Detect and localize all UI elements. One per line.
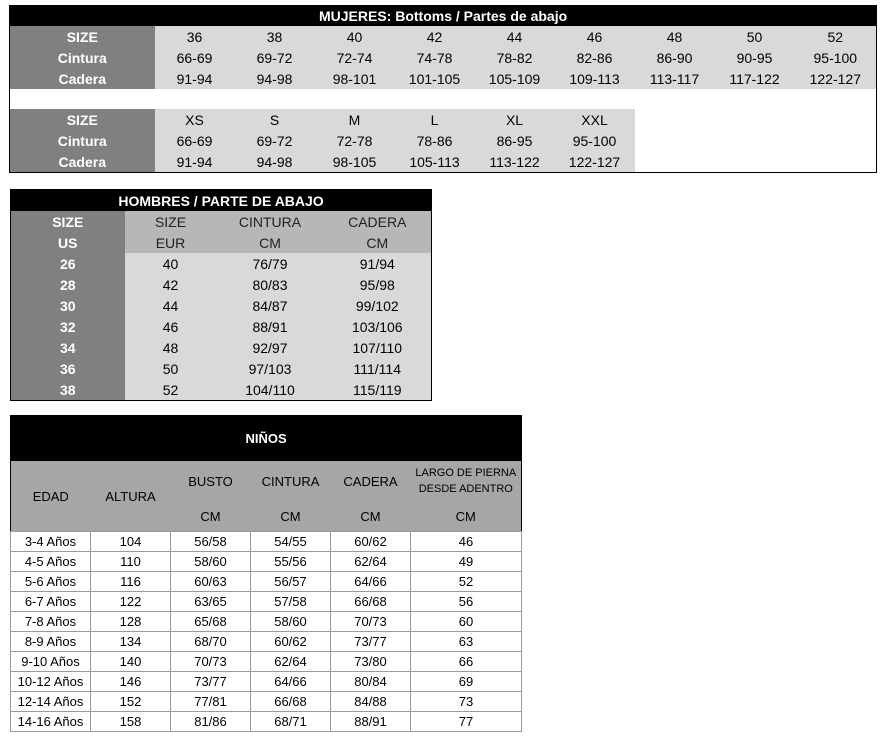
- cadera-cell: 91/94: [324, 253, 432, 274]
- cadera-cell: 115/119: [324, 379, 432, 401]
- value-cell: 98-101: [315, 68, 395, 89]
- cintura-cell: 76/79: [217, 253, 324, 274]
- eur-size-cell: 48: [125, 337, 217, 358]
- table-row: [11, 652, 522, 672]
- value-cell: 94-98: [235, 151, 315, 173]
- women-table-title: MUJERES: Bottoms / Partes de abajo: [10, 6, 877, 27]
- cintura-cell: 54/55: [251, 532, 331, 552]
- size-cell: M: [315, 109, 395, 130]
- value-cell: 82-86: [555, 47, 635, 68]
- women-numeric-size-row: [10, 26, 877, 47]
- us-size-cell: 32: [11, 316, 125, 337]
- cadera-cell: 88/91: [331, 712, 411, 732]
- largo-pierna-cell: 56: [411, 592, 522, 612]
- table-row: [11, 592, 522, 612]
- busto-cell: 65/68: [171, 612, 251, 632]
- busto-cell: 60/63: [171, 572, 251, 592]
- value-cell: 90-95: [715, 47, 795, 68]
- altura-cell: 128: [91, 612, 171, 632]
- cintura-cell: 64/66: [251, 672, 331, 692]
- value-cell: 69-72: [235, 47, 315, 68]
- table-row: [11, 712, 522, 732]
- spacer-row: [10, 89, 877, 109]
- eur-size-cell: 50: [125, 358, 217, 379]
- value-cell: 74-78: [395, 47, 475, 68]
- row-label: Cadera: [10, 68, 155, 89]
- busto-cell: 56/58: [171, 532, 251, 552]
- size-cell: 46: [555, 26, 635, 47]
- altura-cell: 140: [91, 652, 171, 672]
- row-label: Cadera: [10, 151, 155, 173]
- busto-header: BUSTO: [171, 461, 251, 501]
- largo-pierna-header: LARGO DE PIERNA DESDE ADENTRO: [411, 461, 522, 501]
- size-cell: XL: [475, 109, 555, 130]
- men-bottoms-size-table: [10, 189, 432, 401]
- header-cell: CM: [217, 232, 324, 253]
- value-cell: 95-100: [795, 47, 877, 68]
- value-cell: 91-94: [155, 68, 235, 89]
- cadera-cell: 99/102: [324, 295, 432, 316]
- altura-cell: 104: [91, 532, 171, 552]
- eur-size-cell: 44: [125, 295, 217, 316]
- altura-cell: 146: [91, 672, 171, 692]
- busto-cell: 81/86: [171, 712, 251, 732]
- largo-pierna-cell: 77: [411, 712, 522, 732]
- edad-cell: 5-6 Años: [11, 572, 91, 592]
- edad-cell: 3-4 Años: [11, 532, 91, 552]
- cintura-header: CINTURA: [251, 461, 331, 501]
- cadera-cell: 84/88: [331, 692, 411, 712]
- value-cell: 69-72: [235, 130, 315, 151]
- size-cell: 36: [155, 26, 235, 47]
- value-cell: 72-78: [315, 130, 395, 151]
- eur-size-cell: 52: [125, 379, 217, 401]
- cadera-cell: 64/66: [331, 572, 411, 592]
- table-row: [11, 253, 432, 274]
- edad-cell: 6-7 Años: [11, 592, 91, 612]
- cintura-cell: 58/60: [251, 612, 331, 632]
- cintura-cell: 97/103: [217, 358, 324, 379]
- header-cell: SIZE: [11, 211, 125, 232]
- size-cell: XS: [155, 109, 235, 130]
- header-cell: CADERA: [324, 211, 432, 232]
- size-cell: 50: [715, 26, 795, 47]
- spacer-cell: [10, 89, 877, 109]
- largo-pierna-cell: 63: [411, 632, 522, 652]
- cintura-cell: 66/68: [251, 692, 331, 712]
- largo-pierna-cell: 52: [411, 572, 522, 592]
- cadera-cell: 70/73: [331, 612, 411, 632]
- us-size-cell: 28: [11, 274, 125, 295]
- table-row: [11, 552, 522, 572]
- cadera-cell: 60/62: [331, 532, 411, 552]
- table-row: [11, 337, 432, 358]
- women-letter-cintura-row: [10, 130, 877, 151]
- cintura-cell: 88/91: [217, 316, 324, 337]
- cadera-header: CADERA: [331, 461, 411, 501]
- us-size-cell: 34: [11, 337, 125, 358]
- altura-header: ALTURA: [91, 461, 171, 532]
- men-table-title: HOMBRES / PARTE DE ABAJO: [11, 190, 432, 212]
- blank-cell: [635, 109, 877, 130]
- women-letter-cadera-row: [10, 151, 877, 173]
- value-cell: 91-94: [155, 151, 235, 173]
- cadera-cell: 62/64: [331, 552, 411, 572]
- eur-size-cell: 46: [125, 316, 217, 337]
- size-cell: 38: [235, 26, 315, 47]
- header-cell: US: [11, 232, 125, 253]
- cintura-cell: 57/58: [251, 592, 331, 612]
- kids-table-title: NIÑOS: [11, 416, 522, 462]
- cadera-cell: 66/68: [331, 592, 411, 612]
- cintura-cell: 55/56: [251, 552, 331, 572]
- value-cell: 66-69: [155, 130, 235, 151]
- men-header-row-2: [11, 232, 432, 253]
- table-row: [11, 274, 432, 295]
- value-cell: 105-109: [475, 68, 555, 89]
- value-cell: 95-100: [555, 130, 635, 151]
- cintura-cell: 92/97: [217, 337, 324, 358]
- cintura-cell: 56/57: [251, 572, 331, 592]
- us-size-cell: 26: [11, 253, 125, 274]
- women-numeric-cintura-row: [10, 47, 877, 68]
- table-row: [11, 672, 522, 692]
- busto-cell: 58/60: [171, 552, 251, 572]
- largo-pierna-cell: 46: [411, 532, 522, 552]
- header-cell: SIZE: [125, 211, 217, 232]
- men-header-row-1: [11, 211, 432, 232]
- us-size-cell: 36: [11, 358, 125, 379]
- value-cell: 78-86: [395, 130, 475, 151]
- cintura-cell: 104/110: [217, 379, 324, 401]
- us-size-cell: 38: [11, 379, 125, 401]
- busto-cell: 63/65: [171, 592, 251, 612]
- table-row: [11, 358, 432, 379]
- edad-cell: 7-8 Años: [11, 612, 91, 632]
- women-bottoms-size-table: [9, 5, 877, 173]
- busto-cell: 70/73: [171, 652, 251, 672]
- kids-size-table: [10, 415, 522, 732]
- altura-cell: 116: [91, 572, 171, 592]
- value-cell: 117-122: [715, 68, 795, 89]
- unit-cell: CM: [251, 501, 331, 532]
- value-cell: 113-122: [475, 151, 555, 173]
- value-cell: 113-117: [635, 68, 715, 89]
- unit-cell: CM: [331, 501, 411, 532]
- eur-size-cell: 40: [125, 253, 217, 274]
- us-size-cell: 30: [11, 295, 125, 316]
- size-cell: S: [235, 109, 315, 130]
- header-cell: EUR: [125, 232, 217, 253]
- busto-cell: 68/70: [171, 632, 251, 652]
- table-row: [11, 379, 432, 401]
- value-cell: 94-98: [235, 68, 315, 89]
- size-cell: L: [395, 109, 475, 130]
- kids-header-row: [11, 461, 522, 501]
- size-cell: XXL: [555, 109, 635, 130]
- altura-cell: 158: [91, 712, 171, 732]
- cadera-cell: 107/110: [324, 337, 432, 358]
- size-cell: 44: [475, 26, 555, 47]
- size-cell: 42: [395, 26, 475, 47]
- table-row: [11, 572, 522, 592]
- blank-cell: [635, 130, 877, 151]
- value-cell: 101-105: [395, 68, 475, 89]
- edad-cell: 10-12 Años: [11, 672, 91, 692]
- busto-cell: 73/77: [171, 672, 251, 692]
- altura-cell: 134: [91, 632, 171, 652]
- women-numeric-cadera-row: [10, 68, 877, 89]
- largo-pierna-cell: 49: [411, 552, 522, 572]
- cintura-cell: 80/83: [217, 274, 324, 295]
- table-row: [11, 295, 432, 316]
- row-label: Cintura: [10, 47, 155, 68]
- cintura-cell: 62/64: [251, 652, 331, 672]
- women-letter-size-row: [10, 109, 877, 130]
- edad-cell: 4-5 Años: [11, 552, 91, 572]
- row-label: SIZE: [10, 109, 155, 130]
- cadera-cell: 80/84: [331, 672, 411, 692]
- edad-cell: 8-9 Años: [11, 632, 91, 652]
- table-row: [11, 316, 432, 337]
- cadera-cell: 73/77: [331, 632, 411, 652]
- blank-cell: [635, 151, 877, 173]
- altura-cell: 122: [91, 592, 171, 612]
- edad-cell: 12-14 Años: [11, 692, 91, 712]
- cintura-cell: 68/71: [251, 712, 331, 732]
- value-cell: 122-127: [795, 68, 877, 89]
- table-row: [11, 532, 522, 552]
- largo-pierna-cell: 60: [411, 612, 522, 632]
- unit-cell: CM: [171, 501, 251, 532]
- size-cell: 48: [635, 26, 715, 47]
- edad-header: EDAD: [11, 461, 91, 532]
- cadera-cell: 73/80: [331, 652, 411, 672]
- busto-cell: 77/81: [171, 692, 251, 712]
- value-cell: 72-74: [315, 47, 395, 68]
- largo-pierna-cell: 73: [411, 692, 522, 712]
- value-cell: 105-113: [395, 151, 475, 173]
- value-cell: 86-95: [475, 130, 555, 151]
- value-cell: 109-113: [555, 68, 635, 89]
- value-cell: 98-105: [315, 151, 395, 173]
- altura-cell: 110: [91, 552, 171, 572]
- altura-cell: 152: [91, 692, 171, 712]
- value-cell: 122-127: [555, 151, 635, 173]
- row-label: SIZE: [10, 26, 155, 47]
- unit-cell: CM: [411, 501, 522, 532]
- value-cell: 86-90: [635, 47, 715, 68]
- cintura-cell: 84/87: [217, 295, 324, 316]
- size-cell: 52: [795, 26, 877, 47]
- cadera-cell: 103/106: [324, 316, 432, 337]
- edad-cell: 14-16 Años: [11, 712, 91, 732]
- row-label: Cintura: [10, 130, 155, 151]
- cintura-cell: 60/62: [251, 632, 331, 652]
- largo-pierna-cell: 66: [411, 652, 522, 672]
- edad-cell: 9-10 Años: [11, 652, 91, 672]
- size-cell: 40: [315, 26, 395, 47]
- cadera-cell: 95/98: [324, 274, 432, 295]
- eur-size-cell: 42: [125, 274, 217, 295]
- cadera-cell: 111/114: [324, 358, 432, 379]
- largo-pierna-cell: 69: [411, 672, 522, 692]
- value-cell: 66-69: [155, 47, 235, 68]
- header-cell: CM: [324, 232, 432, 253]
- table-row: [11, 612, 522, 632]
- value-cell: 78-82: [475, 47, 555, 68]
- table-row: [11, 692, 522, 712]
- header-cell: CINTURA: [217, 211, 324, 232]
- table-row: [11, 632, 522, 652]
